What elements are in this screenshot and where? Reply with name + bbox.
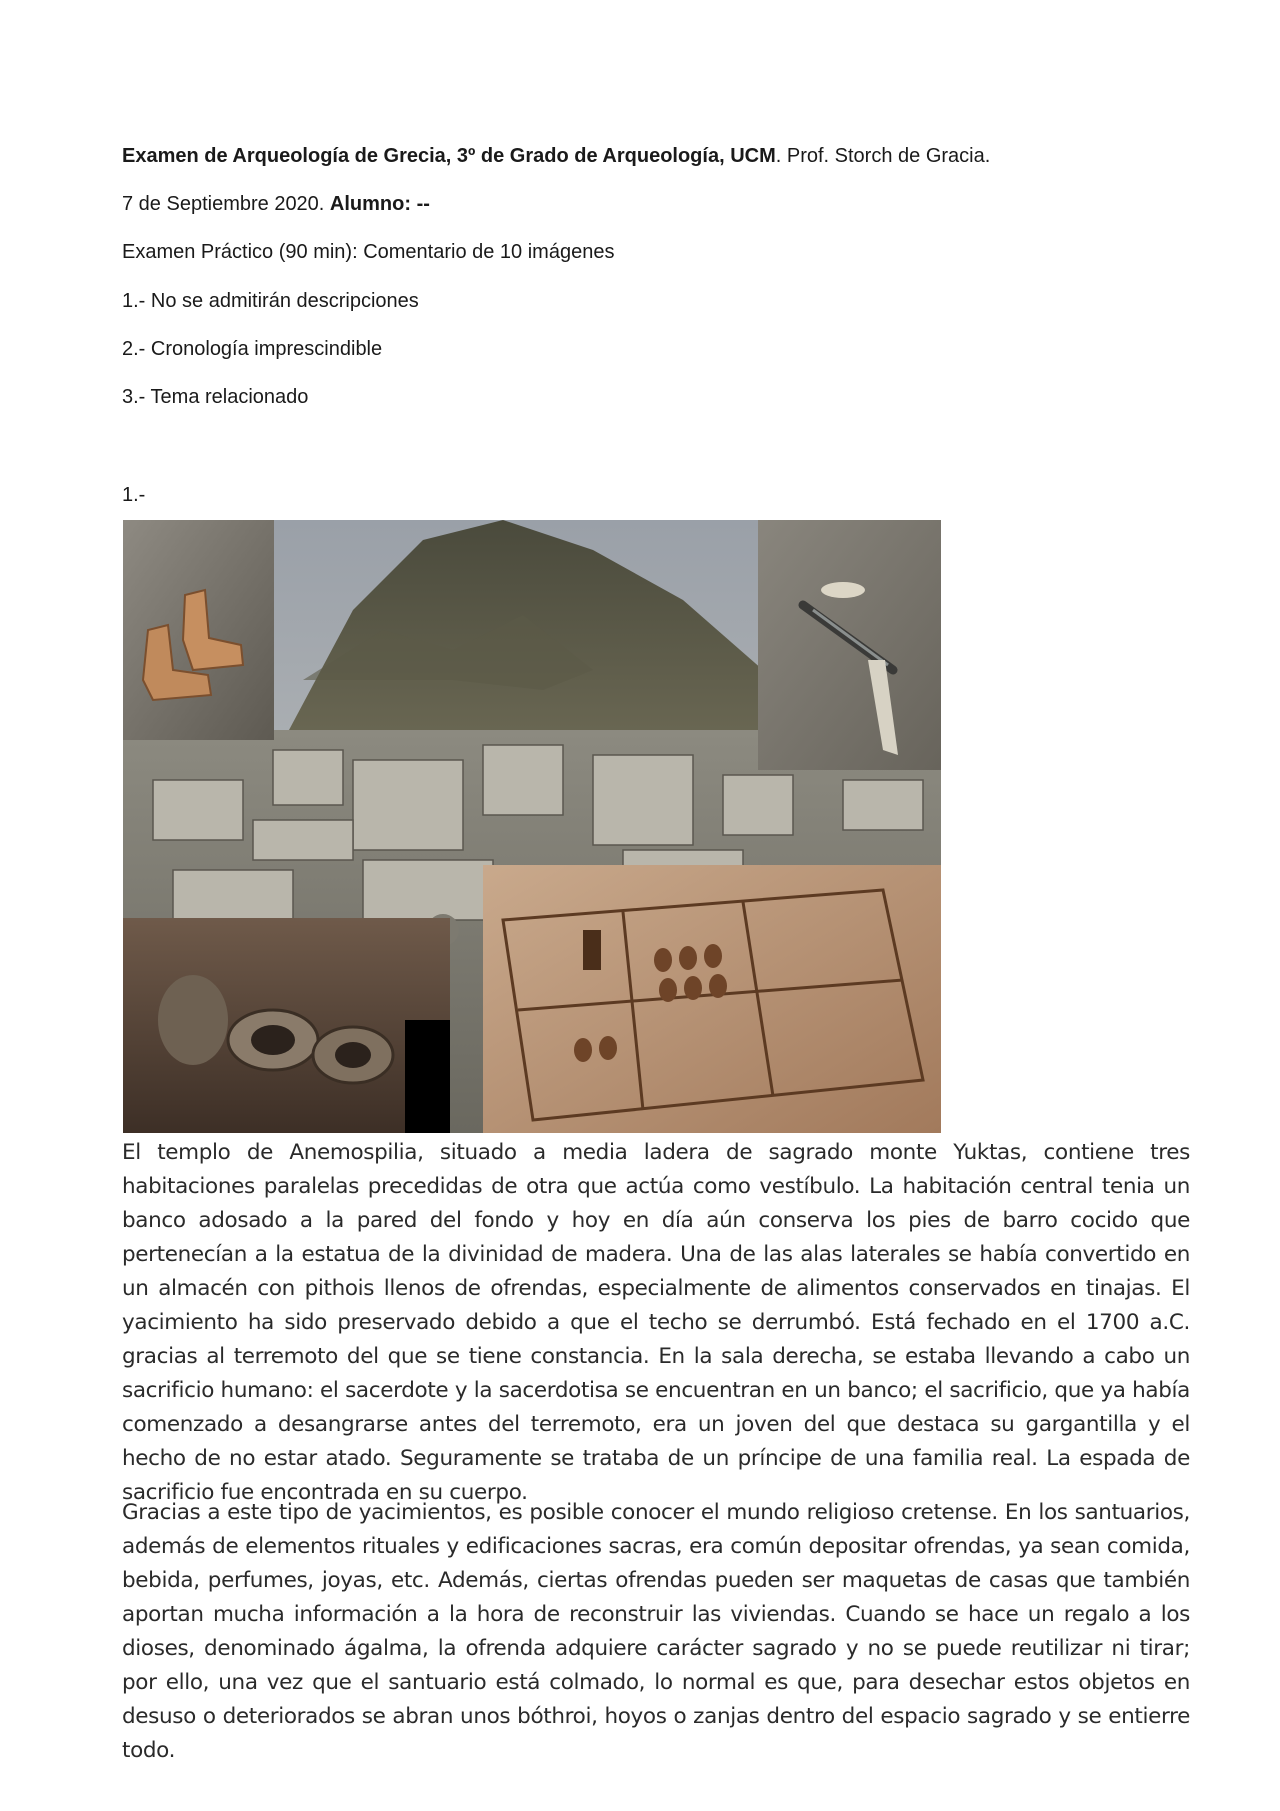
question-number: 1.- — [122, 484, 146, 506]
commentary-paragraph-1: El templo de Anemospilia, situado a media ladera de sagrado monte Yuktas, contiene tres habitaciones paralelas precedidas de otra que actúa como vestíbulo. La habitación central tenia un banco adosado a la pared del fondo y hoy en día aún conserva los pies de barro cocido que pertenecían a la estatua de la divinidad de madera. Una de las alas laterales se había convertido en un almacén con pithois llenos de ofrendas, especialmente de alimentos conservados en tinajas. El yacimiento ha sido preservado debido a que el techo se derrumbó. Está fechado en el 1700 a.C. gracias al terremoto del que se tiene constancia. En la sala derecha, se estaba llevando a cabo un sacrificio humano: el sacerdote y la sacerdotisa se encuentran en un banco; el sacrificio, que ya había comenzado a desangrarse antes del terremoto, era un joven del que destaca su gargantilla y el hecho de no estar atado. Seguramente se trataba de un príncipe de una familia real. La espada de sacrificio fue encontrada en su cuerpo. — [122, 1140, 1190, 1505]
rule-2: 2.- Cronología imprescindible — [122, 338, 383, 360]
exam-description: Examen Práctico (90 min): Comentario de 10 imágenes — [122, 241, 615, 263]
commentary-paragraph-2: Gracias a este tipo de yacimientos, es posible conocer el mundo religioso cretense. En los santuarios, además de elementos rituales y edificaciones sacras, era común depositar ofrendas, ya sean comida, bebida, perfumes, joyas, etc. Además, ciertas ofrendas pueden ser maquetas de casas que también aportan mucha información a la hora de reconstruir las viviendas. Cuando se hace un regalo a los dioses, denominado ágalma, la ofrenda adquiere carácter sagrado y no se puede reutilizar ni tirar; por ello, una vez que el santuario está colmado, lo normal es que, para desechar estos objetos en desuso o deteriorados se abran unos bóthroi, hoyos o zanjas dentro del espacio sagrado y se entierre todo. — [122, 1500, 1190, 1763]
sacrifice-skeleton-photo — [758, 520, 941, 770]
anemospilia-photo-collage — [123, 520, 941, 1133]
professor-name: . Prof. Storch de Gracia. — [775, 145, 991, 167]
exam-title-line — [122, 143, 990, 169]
rule-3: 3.- Tema relacionado — [122, 386, 309, 408]
exam-date: 7 de Septiembre 2020. — [122, 193, 330, 215]
student-label: Alumno: -- — [329, 193, 430, 215]
rule-1: 1.- No se admitirán descripciones — [122, 290, 419, 312]
clay-feet-photo — [123, 520, 274, 740]
temple-reconstruction-drawing — [483, 865, 941, 1133]
date-student-line — [122, 191, 430, 217]
exam-title: Examen de Arqueología de Grecia, 3º de Grado de Arqueología, UCM — [122, 145, 776, 167]
pithoi-storage-photo — [123, 918, 450, 1133]
